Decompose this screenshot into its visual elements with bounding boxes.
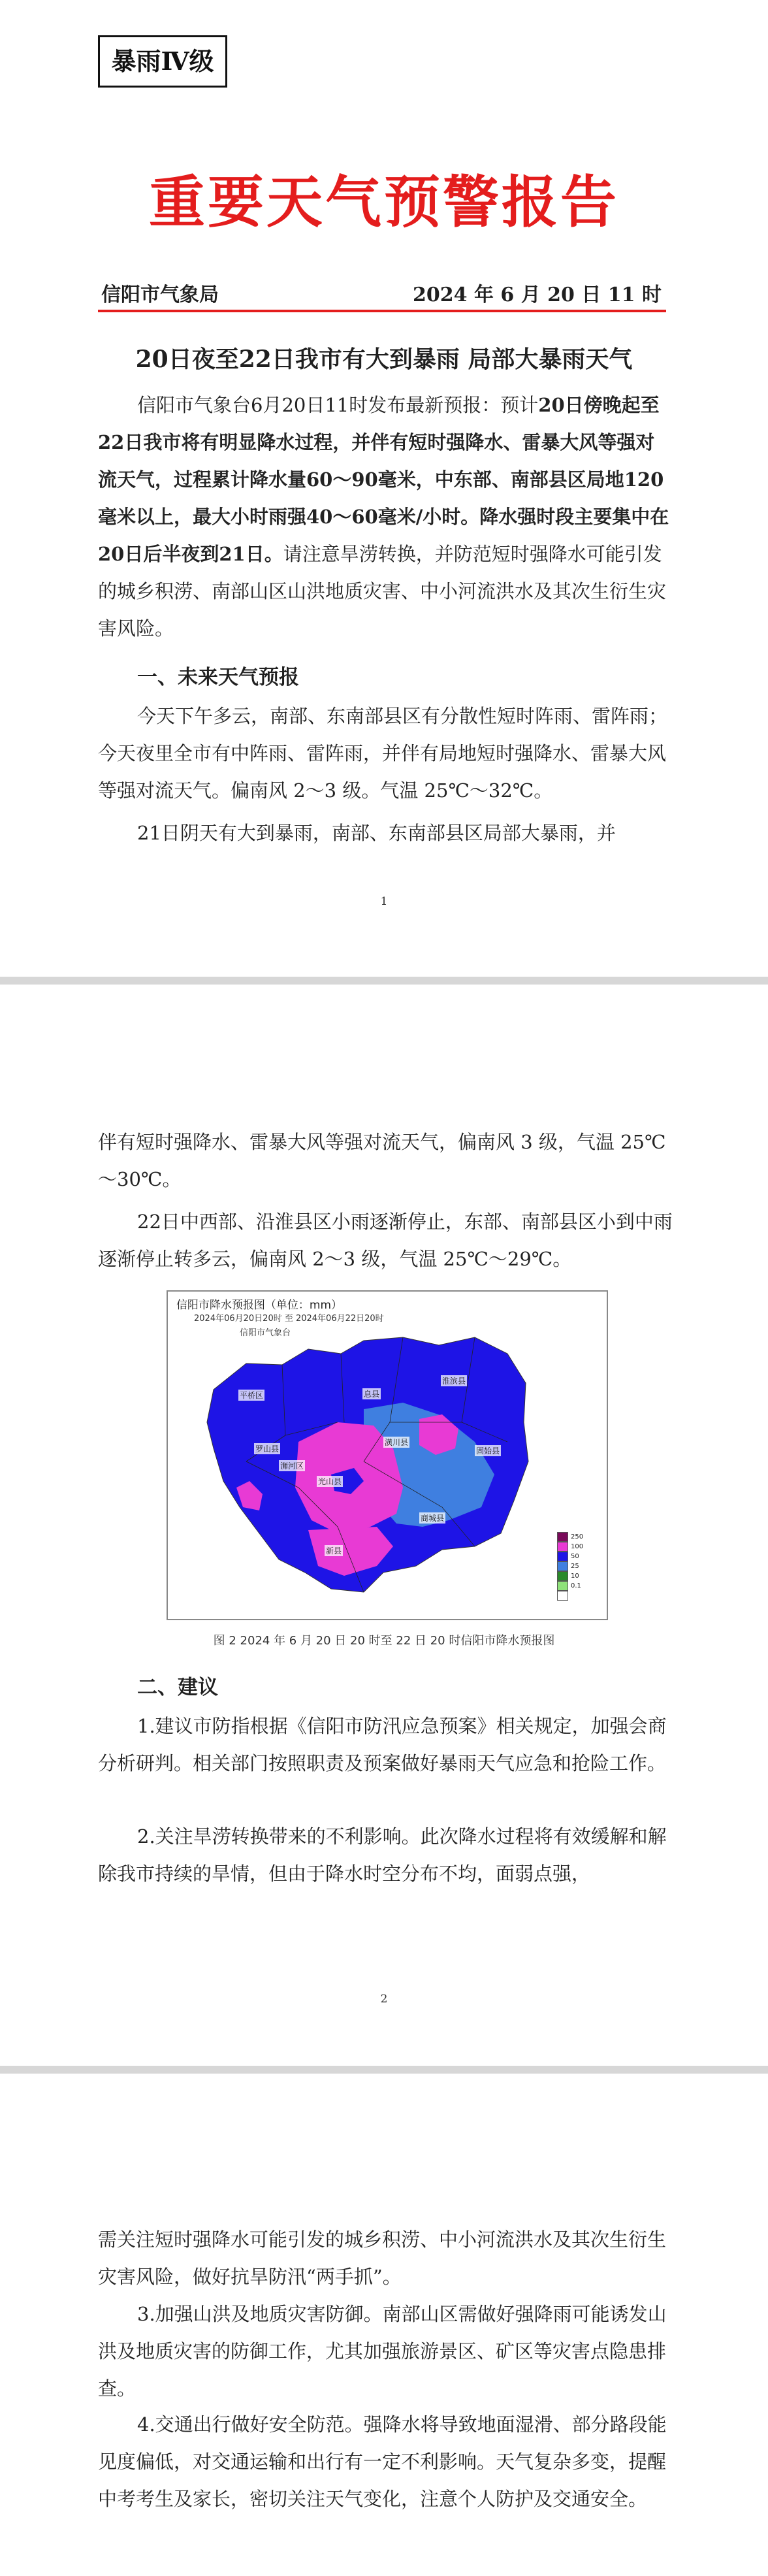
legend-item: [557, 1591, 590, 1601]
county-label: 罗山县: [255, 1444, 280, 1454]
forecast-today: 今天下午多云，南部、东南部县区有分散性短时阵雨、雷阵雨；今天夜里全市有中阵雨、雷阵雨，并伴有局地短时强降水、雷暴大风等强对流天气。偏南风 2～3 级。气温 25℃～32℃。: [98, 705, 668, 802]
legend-label: 10: [571, 1573, 579, 1580]
suggestion-3: 3.加强山洪及地质灾害防御。南部山区需做好强降雨可能诱发山洪及地质灾害的防御工作，尤其加强旅游景区、矿区等灾害点隐患排查。: [98, 2303, 667, 2400]
legend-item: [557, 1571, 590, 1581]
legend-label: 25: [571, 1563, 579, 1570]
legend-swatch: [557, 1532, 568, 1542]
county-label: 商城县: [421, 1514, 445, 1523]
forecast-21-part1: 21日阴天有大到暴雨，南部、东南部县区局部大暴雨，并: [137, 822, 616, 844]
suggestion-1: 1.建议市防指根据《信阳市防汛应急预案》相关规定，加强会商分析研判。相关部门按照职责及预案做好暴雨天气应急和抢险工作。: [98, 1715, 667, 1774]
forecast-22: 22日中西部、沿淮县区小雨逐渐停止，东部、南部县区小到中雨逐渐停止转多云，偏南风 2～3 级，气温 25℃～29℃。: [98, 1211, 673, 1270]
legend-swatch: [557, 1571, 568, 1581]
map-time-range: 2024年06月20日20时 至 2024年06月22日20时: [194, 1314, 384, 1324]
legend-swatch: [557, 1542, 568, 1552]
figure-caption: 图 2 2024 年 6 月 20 日 20 时至 22 日 20 时信阳市降水预报图: [213, 1634, 555, 1648]
legend-swatch: [557, 1581, 568, 1591]
county-label: 息县: [364, 1390, 380, 1399]
legend-item: [557, 1532, 590, 1542]
page-separator-1: [0, 977, 768, 985]
legend-item: [557, 1561, 590, 1571]
legend-label: 0.1: [571, 1582, 581, 1590]
intro-bold: 20日傍晚起至22日我市将有明显降水过程，并伴有短时强降水、雷暴大风等强对流天气，过程累计降水量60～90毫米，中东部、南部县区局地120毫米以上，最大小时雨强40～60毫米/小时。降水强时段主要集中在20日后半夜到21日。: [98, 394, 669, 565]
county-label: 固始县: [476, 1446, 500, 1456]
legend-item: [557, 1542, 590, 1552]
precipitation-map: [167, 1290, 608, 1620]
legend-item: [557, 1581, 590, 1591]
county-label: 淮滨县: [442, 1377, 466, 1386]
county-label: 新县: [326, 1546, 342, 1556]
suggestion-4: 4.交通出行做好安全防范。强降水将导致地面湿滑、部分路段能见度偏低，对交通运输和出行有一定不利影响。天气复杂多变，提醒中考考生及家长，密切关注天气变化，注意个人防护及交通安全。: [98, 2413, 667, 2510]
page-separator-2: [0, 2066, 768, 2074]
issuer-org: 信阳市气象局: [101, 284, 219, 306]
county-label: 平桥区: [240, 1391, 264, 1400]
legend-label: 50: [571, 1553, 579, 1560]
intro-paragraph: [98, 387, 673, 647]
legend-label: 100: [571, 1543, 584, 1550]
page-number-2: 2: [380, 1993, 388, 2006]
section-suggestions-title: 二、建议: [137, 1676, 218, 1699]
suggestion-2-part1: 2.关注旱涝转换带来的不利影响。此次降水过程将有效缓解和解除我市持续的旱情，但由于降水时空分布不均，面弱点强，: [98, 1825, 667, 1885]
page-number-1: 1: [380, 895, 388, 908]
document-page-1: [0, 0, 768, 977]
map-graphic: [168, 1292, 607, 1619]
legend-label: 250: [571, 1533, 584, 1541]
intro-tail: 请注意旱涝转换，并防范短时强降水可能引发的城乡积涝、南部山区山洪地质灾害、中小河流洪水及其次生衍生灾害风险。: [98, 543, 667, 640]
issue-time: 2024 年 6 月 20 日 11 时: [413, 284, 662, 306]
map-title: 信阳市降水预报图（单位：mm）: [176, 1299, 343, 1312]
red-divider: [98, 310, 666, 312]
legend-item: [557, 1552, 590, 1561]
legend-swatch: [557, 1561, 568, 1571]
legend-swatch: [557, 1552, 568, 1561]
issuer-row: [101, 278, 668, 307]
legend-swatch: [557, 1591, 568, 1601]
forecast-21-part2: 伴有短时强降水、雷暴大风等强对流天气，偏南风 3 级，气温 25℃～30℃。: [98, 1131, 666, 1190]
county-label: 潢川县: [385, 1438, 409, 1447]
map-org: 信阳市气象台: [240, 1328, 291, 1338]
section-forecast-title: 一、未来天气预报: [137, 666, 299, 689]
report-title: 重要天气预警报告: [149, 169, 619, 235]
warning-level-badge: 暴雨Ⅳ级: [98, 35, 227, 88]
map-legend: [557, 1532, 590, 1601]
intro-lead: 信阳市气象台6月20日11时发布最新预报：预计: [137, 394, 539, 416]
suggestion-2-part2: 需关注短时强降水可能引发的城乡积涝、中小河流洪水及其次生衍生灾害风险，做好抗旱防汛“两手抓”。: [98, 2228, 667, 2288]
county-label: 光山县: [318, 1477, 342, 1486]
county-label: 浉河区: [280, 1461, 304, 1471]
headline: 20日夜至22日我市有大到暴雨 局部大暴雨天气: [135, 346, 633, 373]
